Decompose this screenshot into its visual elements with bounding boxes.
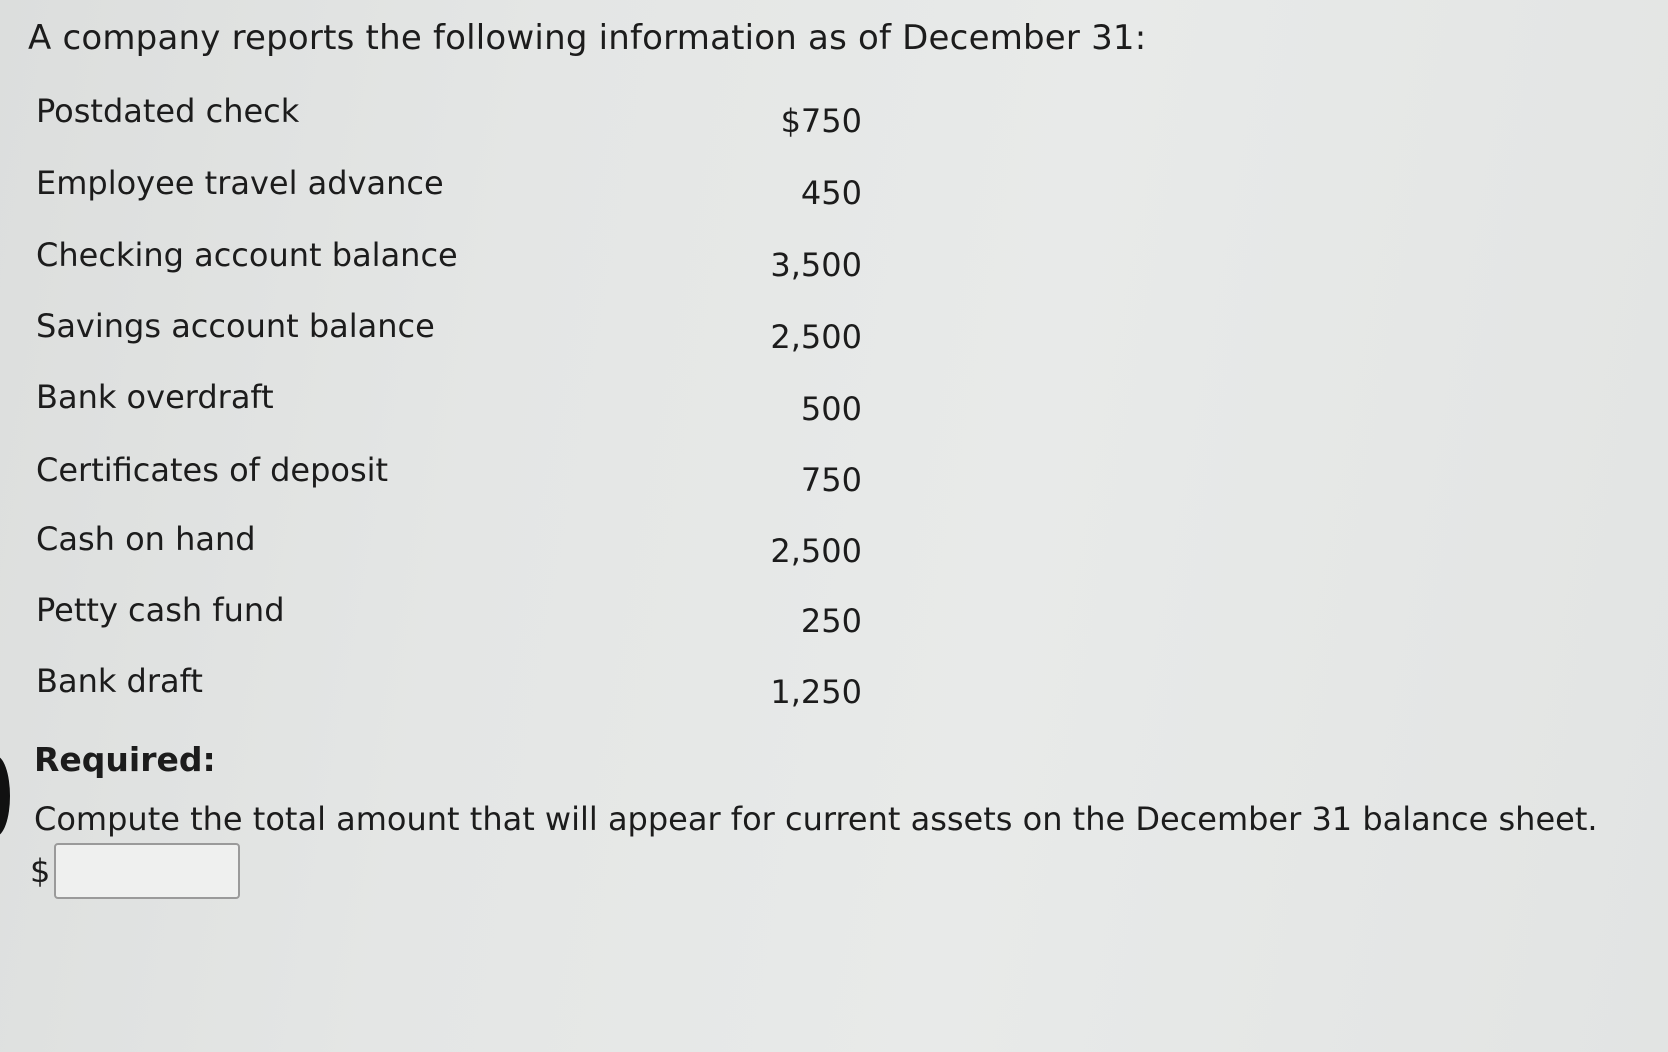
question-text: Compute the total amount that will appear for current assets on the December 31 balance sheet. bbox=[34, 800, 1598, 838]
row-label-bank-draft: Bank draft bbox=[36, 662, 203, 700]
row-value-petty-cash-fund: 250 bbox=[800, 602, 862, 640]
row-value-cash-on-hand: 2,500 bbox=[770, 532, 862, 570]
row-label-checking-account-balance: Checking account balance bbox=[36, 236, 458, 274]
answer-input[interactable] bbox=[54, 843, 240, 899]
row-label-postdated-check: Postdated check bbox=[36, 92, 300, 130]
row-value-savings-account-balance: 2,500 bbox=[770, 318, 862, 356]
row-label-employee-travel-advance: Employee travel advance bbox=[36, 164, 444, 202]
row-label-certificates-of-deposit: Certificates of deposit bbox=[36, 451, 389, 489]
problem-intro: A company reports the following information as of December 31: bbox=[28, 18, 1147, 58]
row-label-savings-account-balance: Savings account balance bbox=[36, 307, 435, 345]
row-value-postdated-check: $750 bbox=[780, 102, 862, 140]
required-heading: Required: bbox=[34, 740, 216, 779]
row-value-employee-travel-advance: 450 bbox=[800, 174, 862, 212]
row-value-bank-overdraft: 500 bbox=[800, 390, 862, 428]
row-label-bank-overdraft: Bank overdraft bbox=[36, 378, 274, 416]
edge-shadow bbox=[0, 756, 10, 836]
row-value-checking-account-balance: 3,500 bbox=[770, 246, 862, 284]
row-value-bank-draft: 1,250 bbox=[770, 673, 862, 711]
currency-symbol: $ bbox=[30, 852, 51, 890]
row-value-certificates-of-deposit: 750 bbox=[800, 461, 862, 499]
row-label-cash-on-hand: Cash on hand bbox=[36, 520, 256, 558]
row-label-petty-cash-fund: Petty cash fund bbox=[36, 591, 285, 629]
